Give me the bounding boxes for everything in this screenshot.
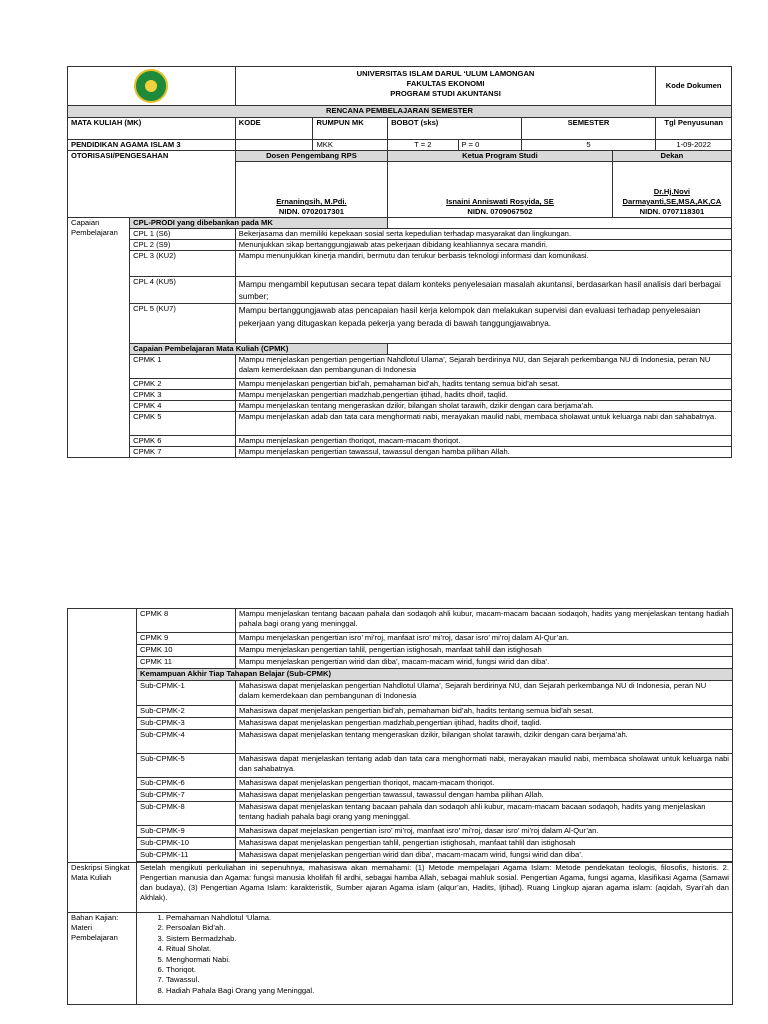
sub-cpmk-text: Mahasiswa dapat mejelaskan pengertian isro’ mi’roj, manfaat isro’ mi’roj, dasar isro’ mi’roj dalam Al-Qur’an. — [236, 826, 733, 838]
cpl-code: CPL 3 (KU2) — [130, 251, 236, 277]
cpmk-code: CPMK 1 — [130, 355, 236, 379]
bahan-kajian-label: Bahan Kajian: Materi Pembelajaran — [68, 913, 137, 1005]
deskripsi-text: Setelah mengikuti perkuliahan ini sepenuhnya, mahasiswa akan memahami: (1) Metode mempelajari Agama Islam: Metode pendekatan teologis, filosofis, historis. 2. Pengertian manusia dan Agama: fungsi manusia kholifah fil ardhi, sebagai hamba Allah, sebagai mahluk sosial. Pengertian Agama, fungsi agama, klasifikasi Agama (Samawi dan budaya), (3) Pengertian Agama Islam: karakteristik, Sumber ajaran Agama islam (alqur’an, Hadits, Ijtihad). Ruang Lingkup ajaran agama islam: (aqidah, Syari’ah dan Akhlak). — [137, 863, 733, 913]
cpl-text: Mampu menunjukkan kinerja mandiri, bermutu dan terukur berbasis teknologi informasi dan komunikasi. — [235, 251, 731, 277]
cpmk-text: Mampu menjelaskan tentang mengeraskan dzikir, bilangan sholat tarawih, dzikir dengan cara berjama’ah. — [235, 401, 731, 412]
course-name: PENDIDIKAN AGAMA ISLAM 3 — [68, 140, 236, 151]
cpmk-code: CPMK 6 — [130, 436, 236, 447]
cpmk-text: Mampu menjelaskan pengertian pengertian Nahdlotul Ulama’, Sejarah berdirinya NU, dan Sejarah perkembanga NU di Indonesia, peran NU dalam kemerdekaan dan pembangunan di Indonesia — [235, 355, 731, 379]
rps-developer-name: Ernaningsih, M.Pdi. — [276, 197, 347, 206]
cpmk-code: CPMK 9 — [137, 633, 236, 645]
cpl-text: Mampu bertanggungjawab atas pencapaian hasil kerja kelompok dan melakukan supervisi dan evaluasi terhadap penyelesaian pekerjaan yang ditugaskan kepada pekerja yang berada di bawah tanggungjawabnya. — [235, 304, 731, 344]
cpl-code: CPL 4 (KU5) — [130, 277, 236, 304]
document-title: RENCANA PEMBELAJARAN SEMESTER — [68, 106, 732, 118]
col-mata-kuliah: MATA KULIAH (MK) — [68, 118, 236, 140]
list-item: 6. Thoriqot. — [166, 965, 729, 975]
list-item: 4. Ritual Sholat. — [166, 944, 729, 954]
cpl-header: CPL-PRODI yang dibebankan pada MK — [130, 218, 388, 229]
sub-cpmk-header: Kemampuan Akhir Tiap Tahapan Belajar (Sub-CPMK) — [137, 669, 733, 681]
kaprodi-nidn: NIDN. 0709067502 — [467, 207, 533, 216]
rps-page-2 — [0, 596, 768, 1024]
cpl-text: Mampu mengambil keputusan secara tepat dalam konteks penyelesaian masalah akuntansi, berdasarkan hasil analisis dari berbagai sumber; — [235, 277, 731, 304]
sub-cpmk-code: Sub-CPMK-11 — [137, 850, 236, 862]
course-semester: 5 — [521, 140, 656, 151]
cpmk-text: Mampu menjelaskan pengertian thoriqot, macam-macam thoriqot. — [235, 436, 731, 447]
capaian-label: Capaian Pembelajaran — [68, 218, 130, 458]
sub-cpmk-text: Mahasiswa dapat menjelaskan pengertian wirid dan diba’, macam-macam wirid, fungsi wirid dan diba’. — [236, 850, 733, 862]
sub-cpmk-text: Mahasiswa dapat menjelaskan tentang bacaan pahala dan sodaqoh ahli kubur, macam-macam bacaan sodaqoh, hadits yang menjelaskan tentang hadiah pahala bagi orang yang meninggal. — [236, 802, 733, 826]
sub-cpmk-code: Sub-CPMK-6 — [137, 778, 236, 790]
sub-cpmk-text: Mahasiswa dapat menjelaskan pengertian thoriqot, macam-macam thoriqot. — [236, 778, 733, 790]
university-logo-icon — [134, 69, 168, 103]
cpmk-code: CPMK 11 — [137, 657, 236, 669]
rps-developer-signature — [235, 162, 387, 218]
bahan-kajian-list-cell — [137, 913, 733, 1005]
sub-cpmk-text: Mahasiswa dapat menjelaskan pengertian bid’ah, pemahaman bid’ah, hadits tentang semua bid’ah sesat. — [236, 706, 733, 718]
sub-cpmk-text: Mahasiswa dapat menjelaskan tentang adab dan tata cara menghormati nabi, merayakan maulid nabi, membaca sholawat untuk keluarga nabi dan sahabatnya. — [236, 754, 733, 778]
cpmk-code: CPMK 2 — [130, 379, 236, 390]
cpl-code: CPL 2 (S9) — [130, 240, 236, 251]
rps-developer-label: Dosen Pengembang RPS — [235, 151, 387, 162]
dekan-name: Dr.Hj.Novi Darmayanti,SE,MSA,AK,CA — [622, 187, 722, 206]
dekan-label: Dekan — [612, 151, 731, 162]
deskripsi-label: Deskripsi Singkat Mata Kuliah — [68, 863, 137, 913]
cpmk-code: CPMK 10 — [137, 645, 236, 657]
sub-cpmk-code: Sub-CPMK-3 — [137, 718, 236, 730]
list-item: 7. Tawassul. — [166, 975, 729, 985]
cpl-text: Bekerjasama dan memiliki kepekaan sosial serta kepedulian terhadap masyarakat dan lingkungan. — [235, 229, 731, 240]
capaian-continued — [68, 609, 137, 863]
list-item: 5. Menghormati Nabi. — [166, 955, 729, 965]
col-semester: SEMESTER — [521, 118, 656, 140]
list-item: 8. Hadiah Pahala Bagi Orang yang Meninggal. — [166, 986, 729, 996]
sub-cpmk-code: Sub-CPMK-7 — [137, 790, 236, 802]
cpl-code: CPL 5 (KU7) — [130, 304, 236, 344]
course-sks-p: P = 0 — [458, 140, 521, 151]
sub-cpmk-code: Sub-CPMK-5 — [137, 754, 236, 778]
dekan-nidn: NIDN. 0707118301 — [639, 207, 705, 216]
cpmk-text: Mampu menjelaskan pengertian bid’ah, pemahaman bid’ah, hadits tentang semua bid’ah sesat. — [235, 379, 731, 390]
kode-dokumen: Kode Dokumen — [656, 67, 732, 106]
dekan-signature — [612, 162, 731, 218]
program-name: PROGRAM STUDI AKUNTANSI — [390, 89, 501, 98]
course-rumpun: MKK — [313, 140, 388, 151]
university-header — [235, 67, 656, 106]
cpmk-text: Mampu menjelaskan pengertian isro’ mi’roj, manfaat isro’ mi’roj, dasar isro’ mi’roj dalam Al-Qur’an. — [236, 633, 733, 645]
sub-cpmk-code: Sub-CPMK-10 — [137, 838, 236, 850]
sub-cpmk-code: Sub-CPMK-8 — [137, 802, 236, 826]
sub-cpmk-text: Mahasiswa dapat menjelaskan pengertian tahlil, pengertian istighosah, manfaat tahlil dan istighosah — [236, 838, 733, 850]
col-tgl: Tgl Penyusunan — [656, 118, 732, 140]
kaprodi-signature — [388, 162, 613, 218]
col-rumpun: RUMPUN MK — [313, 118, 388, 140]
list-item: 3. Sistem Bermadzhab. — [166, 934, 729, 944]
cpmk-header-blank — [388, 344, 732, 355]
sub-cpmk-code: Sub-CPMK-4 — [137, 730, 236, 754]
faculty-name: FAKULTAS EKONOMI — [406, 79, 485, 88]
kaprodi-name: Isnaini Anniswati Rosyida, SE — [446, 197, 554, 206]
cpmk-code: CPMK 5 — [130, 412, 236, 436]
list-item: 1. Pemahaman Nahdlotul ‘Ulama. — [166, 913, 729, 923]
sub-cpmk-text: Mahasiswa dapat menjelaskan pengertian madzhab,pengertian ijtihad, hadits dhoif, taqlid. — [236, 718, 733, 730]
sub-cpmk-text: Mahasiswa dapat menjelaskan pengertian tawassul, tawassul dengan hamba pilihan Allah. — [236, 790, 733, 802]
kaprodi-label: Ketua Program Studi — [388, 151, 613, 162]
bahan-kajian-list — [140, 913, 729, 996]
otorisasi-label: OTORISASI/PENGESAHAN — [68, 151, 236, 218]
sub-cpmk-text: Mahasiswa dapat menjelaskan tentang mengeraskan dzikir, bilangan sholat tarawih, dzikir dengan cara berjama’ah. — [236, 730, 733, 754]
sub-cpmk-text: Mahasiswa dapat menjelaskan pengertian Nahdlotul Ulama’, Sejarah berdirinya NU, dan Sejarah perkembanga NU di Indonesia, peran NU dalam kemerdekaan dan pembangunan di Indonesia — [236, 681, 733, 706]
col-bobot: BOBOT (sks) — [388, 118, 522, 140]
cpmk-code: CPMK 3 — [130, 390, 236, 401]
cpmk-header: Capaian Pembelajaran Mata Kuliah (CPMK) — [130, 344, 388, 355]
university-name: UNIVERSITAS ISLAM DARUL ‘ULUM LAMONGAN — [356, 69, 535, 78]
cpmk-code: CPMK 7 — [130, 447, 236, 458]
cpl-code: CPL 1 (S6) — [130, 229, 236, 240]
rps-page-1 — [0, 0, 768, 500]
cpmk-code: CPMK 4 — [130, 401, 236, 412]
rps-table-1 — [67, 66, 732, 458]
cpmk-text: Mampu menjelaskan pengertian madzhab,pengertian ijtihad, hadits dhoif, taqlid. — [235, 390, 731, 401]
sub-cpmk-code: Sub-CPMK-1 — [137, 681, 236, 706]
sub-cpmk-code: Sub-CPMK-2 — [137, 706, 236, 718]
course-sks-t: T = 2 — [388, 140, 458, 151]
logo-cell — [68, 67, 236, 106]
sub-cpmk-code: Sub-CPMK-9 — [137, 826, 236, 838]
cpmk-code: CPMK 8 — [137, 609, 236, 633]
list-item: 2. Persoalan Bid’ah. — [166, 923, 729, 933]
cpmk-text: Mampu menjelaskan pengertian tahlil, pengertian istighosah, manfaat tahlil dan istighosah — [236, 645, 733, 657]
cpmk-text: Mampu menjelaskan tentang bacaan pahala dan sodaqoh ahli kubur, macam-macam bacaan sodaqoh, hadits yang menjelaskan tentang hadiah pahala bagi orang yang meninggal. — [236, 609, 733, 633]
cpmk-text: Mampu menjelaskan adab dan tata cara menghormati nabi, merayakan maulid nabi, membaca sholawat untuk keluarga nabi dan sahabatnya. — [235, 412, 731, 436]
rps-table-2 — [67, 608, 733, 1005]
rps-developer-nidn: NIDN. 0702017301 — [278, 207, 344, 216]
cpl-text: Menunjukkan sikap bertanggungjawab atas pekerjaan dibidang keahliannya secara mandiri. — [235, 240, 731, 251]
cpl-header-blank — [388, 218, 732, 229]
course-date: 1-09-2022 — [656, 140, 732, 151]
cpmk-text: Mampu menjelaskan pengertian wirid dan diba’, macam-macam wirid, fungsi wirid dan diba’. — [236, 657, 733, 669]
course-kode — [235, 140, 313, 151]
cpmk-text: Mampu menjelaskan pengertian tawassul, tawassul dengan hamba pilihan Allah. — [235, 447, 731, 458]
col-kode: KODE — [235, 118, 313, 140]
